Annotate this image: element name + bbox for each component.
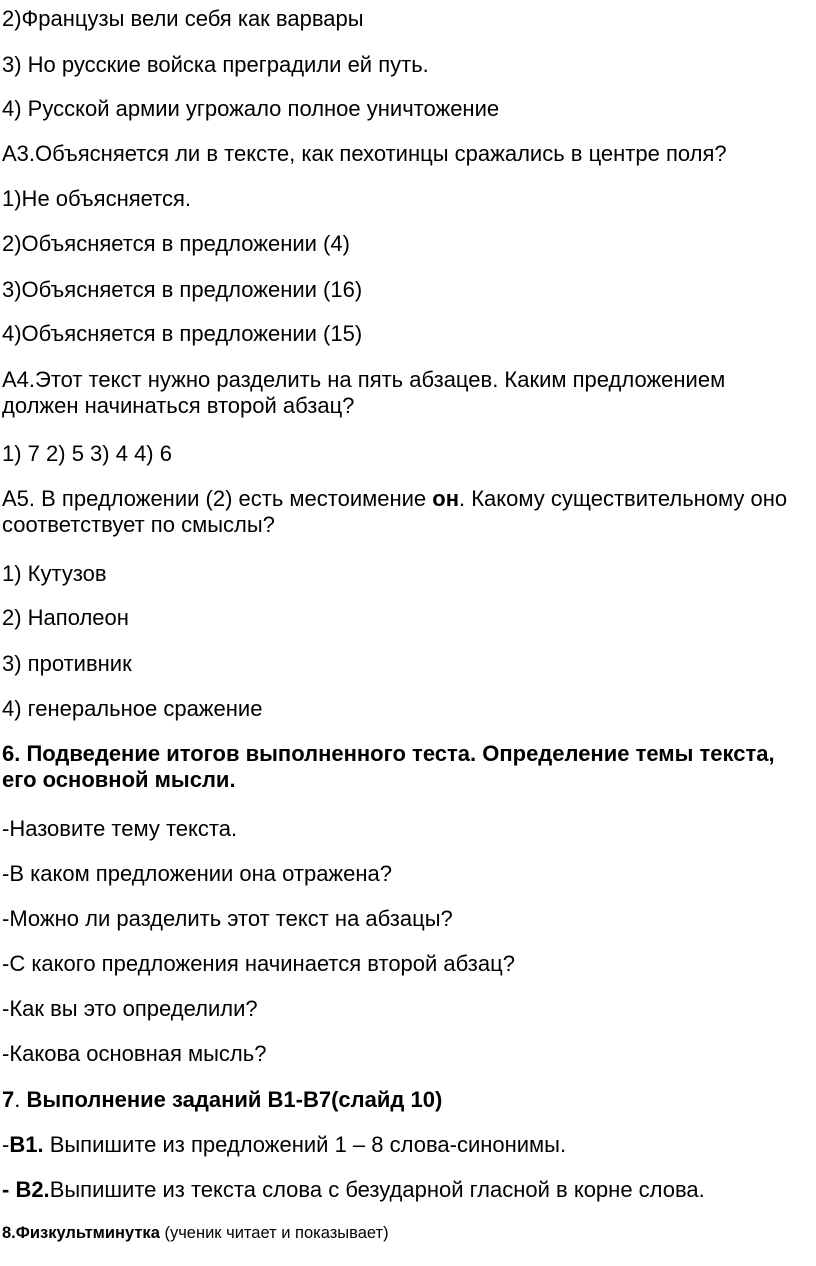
- question-item-5: -Как вы это определили?: [2, 996, 258, 1021]
- question-item-3: -Можно ли разделить этот текст на абзацы?: [2, 906, 453, 931]
- task-b1-dash: -: [2, 1132, 10, 1157]
- answer-option-4: 4) Русской армии угрожало полное уничтожение: [2, 96, 500, 121]
- question-a5-pronoun: он: [432, 486, 460, 511]
- question-item-2: -В каком предложении она отражена?: [2, 861, 393, 886]
- section-7-separator: .: [14, 1087, 27, 1112]
- a5-option-4: 4) генеральное сражение: [2, 696, 263, 721]
- a5-option-3: 3) противник: [2, 651, 132, 676]
- a3-option-3: 3)Объясняется в предложении (16): [2, 277, 363, 302]
- answer-option-3: 3) Но русские войска преградили ей путь.: [2, 52, 429, 77]
- question-item-6: -Какова основная мысль?: [2, 1041, 267, 1066]
- section-7-title: Выполнение заданий В1-В7(слайд 10): [26, 1087, 443, 1112]
- a3-option-2: 2)Объясняется в предложении (4): [2, 231, 350, 256]
- a4-options: 1) 7 2) 5 3) 4 4) 6: [2, 441, 172, 466]
- a3-option-4: 4)Объясняется в предложении (15): [2, 321, 363, 346]
- a5-option-1: 1) Кутузов: [2, 561, 107, 586]
- question-a5-part1: А5. В предложении (2) есть местоимение: [2, 486, 433, 511]
- section-7-heading: [2, 1087, 442, 1113]
- task-b1: [2, 1132, 566, 1158]
- a5-option-2: 2) Наполеон: [2, 605, 129, 630]
- question-item-1: -Назовите тему текста.: [2, 816, 238, 841]
- section-8-text: (ученик читает и показывает): [159, 1224, 389, 1242]
- task-b2-text: Выпишите из текста слова с безударной гласной в корне слова.: [49, 1177, 705, 1202]
- question-item-4: -С какого предложения начинается второй абзац?: [2, 951, 515, 976]
- section-7-number: 7: [2, 1087, 15, 1112]
- question-a5-part2: . Какому существительному оно соответствует по смыслы?: [2, 486, 788, 537]
- section-8-line: [2, 1222, 389, 1244]
- answer-option-2: 2)Французы вели себя как варвары: [2, 6, 364, 31]
- section-8-label: 8.Физкультминутка: [2, 1224, 160, 1242]
- task-b2-label: - В2.: [2, 1177, 50, 1202]
- question-a4: А4.Этот текст нужно разделить на пять абзацев. Каким предложением должен начинаться второй абзац?: [2, 367, 726, 418]
- question-a3: А3.Объясняется ли в тексте, как пехотинцы сражались в центре поля?: [2, 141, 727, 166]
- task-b1-label: В1.: [9, 1132, 44, 1157]
- section-6-heading: 6. Подведение итогов выполненного теста. Определение темы текста, его основной мысли.: [2, 741, 775, 792]
- task-b2: [2, 1177, 705, 1203]
- task-b1-text: Выпишите из предложений 1 – 8 слова-синонимы.: [43, 1132, 567, 1157]
- question-a5: [2, 486, 802, 538]
- a3-option-1: 1)Не объясняется.: [2, 186, 191, 211]
